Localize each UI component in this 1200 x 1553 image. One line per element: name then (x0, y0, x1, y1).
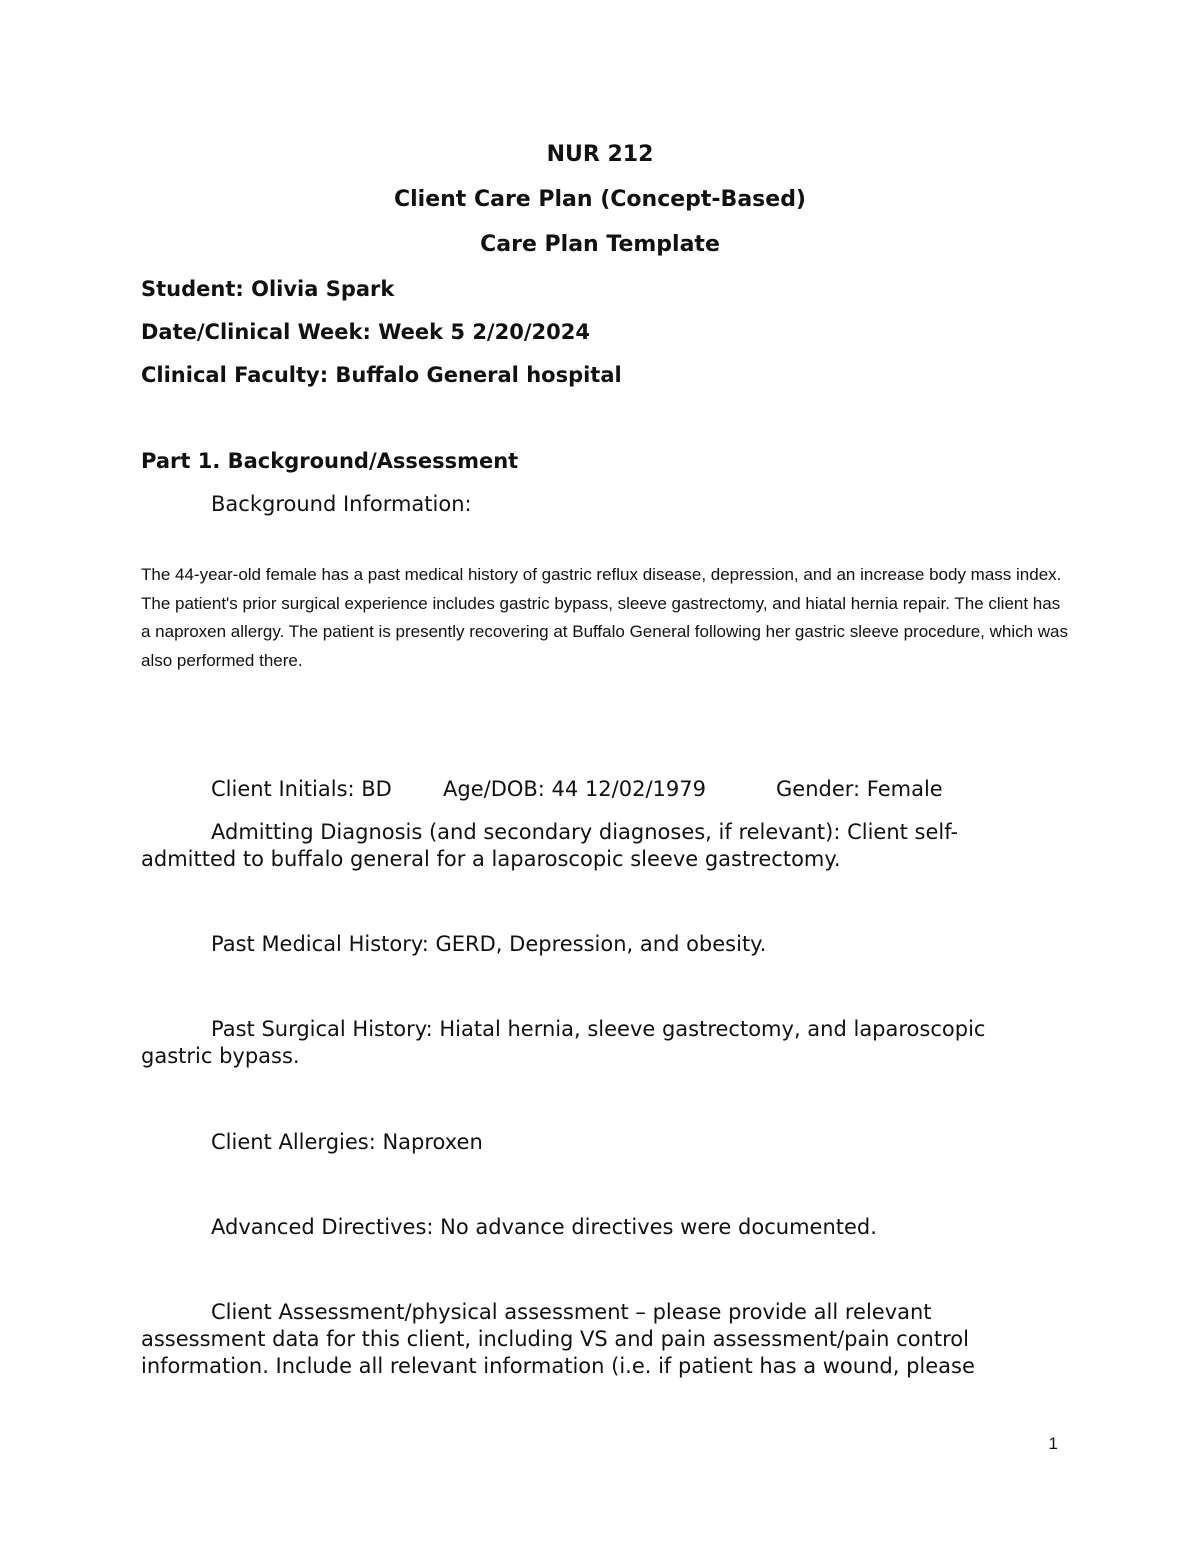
client-assessment-cont-2: information. Include all relevant information (i.e. if patient has a wound, please (141, 1354, 975, 1378)
course-title: NUR 212 (546, 142, 654, 167)
background-paragraph: The 44-year-old female has a past medical history of gastric reflux disease, depression, and an increase body mass index. The patient's prior surgical experience includes gastric bypass, sleeve gastrectomy, and hiatal hernia repair. The client has a naproxen allergy. The patient is presently recovering at Buffalo General following her gastric sleeve procedure, which was also performed there. (141, 565, 1069, 670)
student-name: Student: Olivia Spark (141, 277, 395, 301)
clinical-faculty: Clinical Faculty: Buffalo General hospital (141, 363, 622, 387)
admitting-diagnosis: Admitting Diagnosis (and secondary diagnoses, if relevant): Client self- (211, 820, 959, 844)
client-age-dob: Age/DOB: 44 12/02/1979 (443, 777, 706, 801)
background-label: Background Information: (211, 492, 472, 516)
advanced-directives: Advanced Directives: No advance directives were documented. (211, 1215, 877, 1239)
document-subtitle: Care Plan Template (480, 232, 720, 257)
page-number: 1 (1048, 1434, 1058, 1453)
clinical-week: Date/Clinical Week: Week 5 2/20/2024 (141, 320, 590, 344)
past-medical-history: Past Medical History: GERD, Depression, and obesity. (211, 932, 767, 956)
client-assessment: Client Assessment/physical assessment – please provide all relevant (211, 1300, 932, 1324)
document-title: Client Care Plan (Concept-Based) (393, 187, 806, 212)
admitting-diagnosis-cont: admitted to buffalo general for a laparoscopic sleeve gastrectomy. (141, 847, 841, 871)
past-surgical-history: Past Surgical History: Hiatal hernia, sleeve gastrectomy, and laparoscopic (211, 1017, 986, 1041)
client-initials: Client Initials: BD (211, 777, 392, 801)
client-allergies: Client Allergies: Naproxen (211, 1130, 483, 1154)
client-gender: Gender: Female (776, 777, 943, 801)
past-surgical-history-cont: gastric bypass. (141, 1044, 300, 1068)
client-assessment-cont-1: assessment data for this client, including VS and pain assessment/pain control (141, 1327, 969, 1351)
part1-heading: Part 1. Background/Assessment (141, 449, 519, 473)
